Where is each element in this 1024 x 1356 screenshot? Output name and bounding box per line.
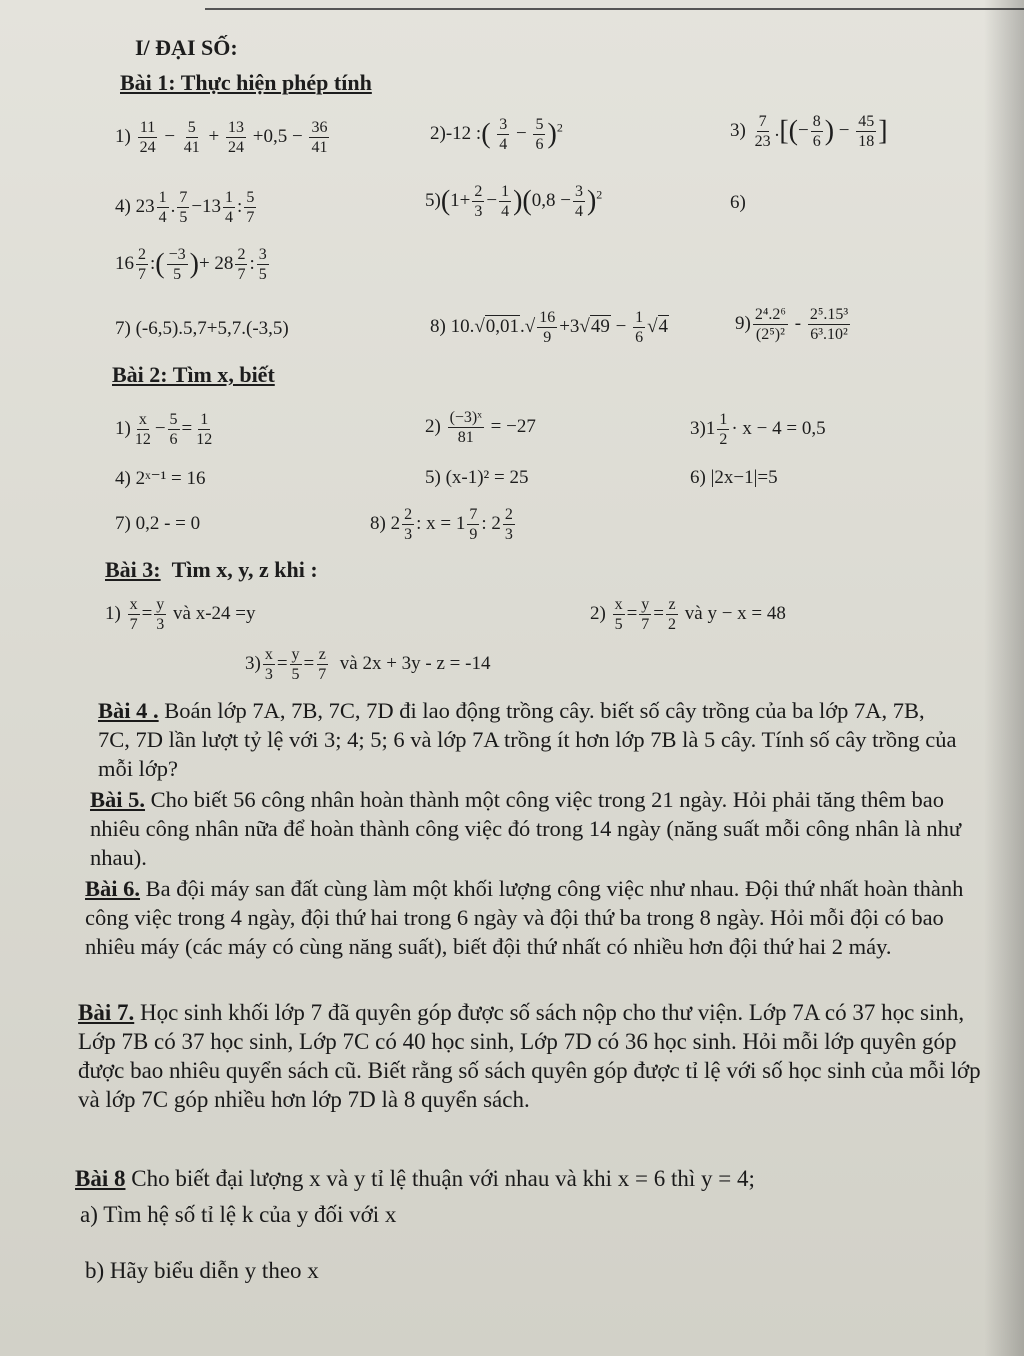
bai4: Bài 4 . Boán lớp 7A, 7B, 7C, 7D đi lao động trồng cây. biết số cây trồng của ba lớp 7A, 7B, 7C, 7D lần lượt tỷ lệ với 3; 4; 5; 6 và lớp 7A trồng ít hơn lớp 7B là 5 cây. Tính số cây trồng của mỗi lớp? [98, 698, 957, 781]
bai2-p7: 7) 0,2 - = 0 [115, 513, 201, 534]
bai3-p3: 3) $\frac{x}{3}$ = $\frac{y}{5}$ = $\frac{z}{7}$ và 2x + 3y - z = -14 [245, 646, 491, 683]
bai2-p6: 6) |2x−1|=5 [690, 467, 778, 488]
bai2-p4: 4) 2ˣ⁻¹ = 16 [115, 468, 206, 489]
page-shadow [984, 0, 1024, 1356]
bai1-p8: 8) 10.√0,01.√ $\frac{16}{9}$ +3√49 − $\frac{1}{6}$ √4 [430, 309, 669, 346]
bai1-p1: 1) $\frac{11}{24}$ − $\frac{5}{41}$ + $\frac{13}{24}$ +0,5 − $\frac{36}{41}$ [115, 119, 328, 156]
bai2-p3: 3)1 $\frac{1}{2}$ · x − 4 = 0,5 [690, 411, 826, 448]
bai1-p6: 16 $\frac{2}{7}$ :( $\frac{-3}{5}$ )+ 28 $\frac{2}{7}$ : $\frac{3}{5}$ [115, 246, 267, 283]
bai1-p2: 2)-12 :( $\frac{3}{4}$ − $\frac{5}{6}$ )$^2$ [430, 116, 563, 153]
bai8: Bài 8 Cho biết đại lượng x và y tỉ lệ thuận với nhau và khi x = 6 thì y = 4; [75, 1166, 755, 1191]
bai1-p7: 7) (-6,5).5,7+5,7.(-3,5) [115, 318, 289, 339]
section-title: I/ ĐẠI SỐ: [135, 35, 238, 60]
bai8-a: a) Tìm hệ số tỉ lệ k của y đối với x [80, 1202, 397, 1227]
bai2-p8: 8) 2 $\frac{2}{3}$ : x = 1 $\frac{7}{9}$ : 2 $\frac{2}{3}$ [370, 506, 513, 543]
bai3-heading: Bài 3: Tìm x, y, z khi : [105, 557, 318, 582]
bai1-p5: 5)(1+ $\frac{2}{3}$ − $\frac{1}{4}$ )(0,8 − $\frac{3}{4}$ )$^2$ [425, 183, 603, 220]
bai2-p2: 2) $\frac{\text{(−3)ˣ}}{81}$ = −27 [425, 409, 536, 446]
bai1-p4: 4) 23 $\frac{1}{4}$ . $\frac{7}{5}$ −13 $\frac{1}{4}$ : $\frac{5}{7}$ [115, 189, 255, 226]
bai1-title: Bài 1: Thực hiện phép tính [120, 70, 372, 95]
bai1-p3: 3) $\frac{7}{23}$ .[(− $\frac{8}{6}$ ) − $\frac{45}{18}$ ] [730, 113, 888, 150]
top-rule [205, 8, 1024, 10]
bai8-b: b) Hãy biểu diễn y theo x [85, 1258, 319, 1283]
bai6: Bài 6. Ba đội máy san đất cùng làm một khối lượng công việc như nhau. Đội thứ nhất hoàn thành công việc trong 4 ngày, đội thứ hai trong 6 ngày và đội thứ ba trong 8 ngày. Hỏi mỗi đội có bao nhiêu máy (các máy có cùng năng suất), biết đội thứ nhất có nhiều hơn đội thứ hai 2 máy. [85, 876, 964, 959]
bai1-p9: 9) $\frac{\text{2⁴.2⁶}}{\text{(2⁵)²}}$ - $\frac{\text{2⁵.15³}}{\text{6³.10²}}$ [735, 306, 849, 343]
bai7: Bài 7. Học sinh khối lớp 7 đã quyên góp được số sách nộp cho thư viện. Lớp 7A có 37 học sinh, Lớp 7B có 37 học sinh, Lớp 7C có 40 học sinh, Lớp 7D có 36 học sinh. Hỏi mỗi lớp quyên góp được bao nhiêu quyển sách cũ. Biết rằng số sách quyên góp được tỉ lệ với số học sinh của mỗi lớp và lớp 7C góp nhiều hơn lớp 7D là 8 quyển sách. [78, 1000, 981, 1112]
bai2-p1: 1) $\frac{x}{12}$ − $\frac{5}{6}$ = $\frac{1}{12}$ [115, 411, 213, 448]
bai2-p5: 5) (x-1)² = 25 [425, 467, 529, 488]
bai1-p6-label: 6) [730, 192, 746, 213]
bai2-title: Bài 2: Tìm x, biết [112, 362, 275, 387]
bai3-p2: 2) $\frac{x}{5}$ = $\frac{y}{7}$ = $\frac{z}{2}$ và y − x = 48 [590, 596, 786, 633]
bai3-p1: 1) $\frac{x}{7}$ = $\frac{y}{3}$ và x-24 =y [105, 596, 256, 633]
bai5: Bài 5. Cho biết 56 công nhân hoàn thành một công việc trong 21 ngày. Hỏi phải tăng thêm bao nhiêu công nhân nữa để hoàn thành công việc đó trong 14 ngày (năng suất mỗi công nhân là như nhau). [90, 787, 962, 870]
